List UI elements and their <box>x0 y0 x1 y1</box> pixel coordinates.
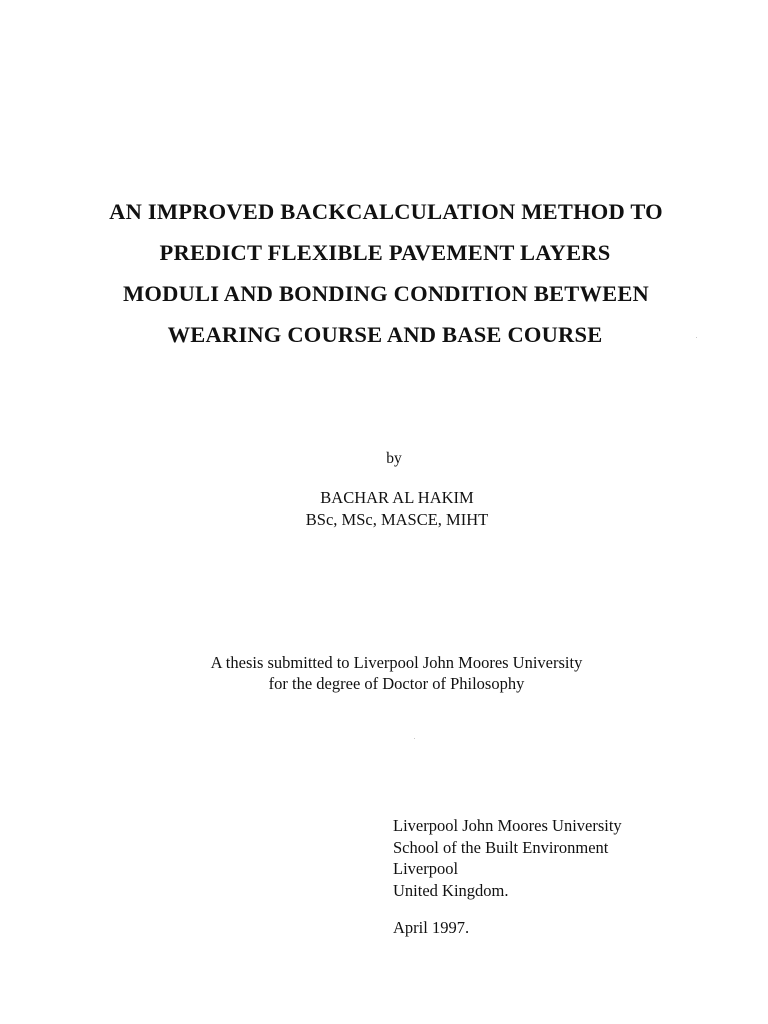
address-line-3: Liverpool <box>393 859 459 878</box>
title-line-3: MODULI AND BONDING CONDITION BETWEEN <box>122 281 650 306</box>
address-line-4: United Kingdom. <box>393 880 509 900</box>
thesis-title <box>0 191 768 355</box>
scan-speck <box>696 337 697 338</box>
thesis-statement <box>0 652 768 694</box>
title-line-1: AN IMPROVED BACKCALCULATION METHOD TO <box>109 199 663 224</box>
title-line-4: WEARING COURSE AND BASE COURSE <box>167 322 603 347</box>
institution-address <box>393 815 622 901</box>
author-credentials: BSc, MSc, MASCE, MIHT <box>305 510 489 529</box>
submission-date: April 1997. <box>393 918 470 937</box>
by-label: by <box>386 450 402 467</box>
author-name: BACHAR AL HAKIM <box>320 488 474 507</box>
address-line-1: Liverpool John Moores University <box>393 816 622 835</box>
thesis-statement-line-2: for the degree of Doctor of Philosophy <box>268 674 525 693</box>
thesis-statement-line-1: A thesis submitted to Liverpool John Moores University <box>210 653 583 672</box>
address-line-2: School of the Built Environment <box>393 837 609 857</box>
author-block <box>0 487 768 531</box>
scan-speck <box>414 738 415 739</box>
title-line-2: PREDICT FLEXIBLE PAVEMENT LAYERS <box>159 240 611 265</box>
